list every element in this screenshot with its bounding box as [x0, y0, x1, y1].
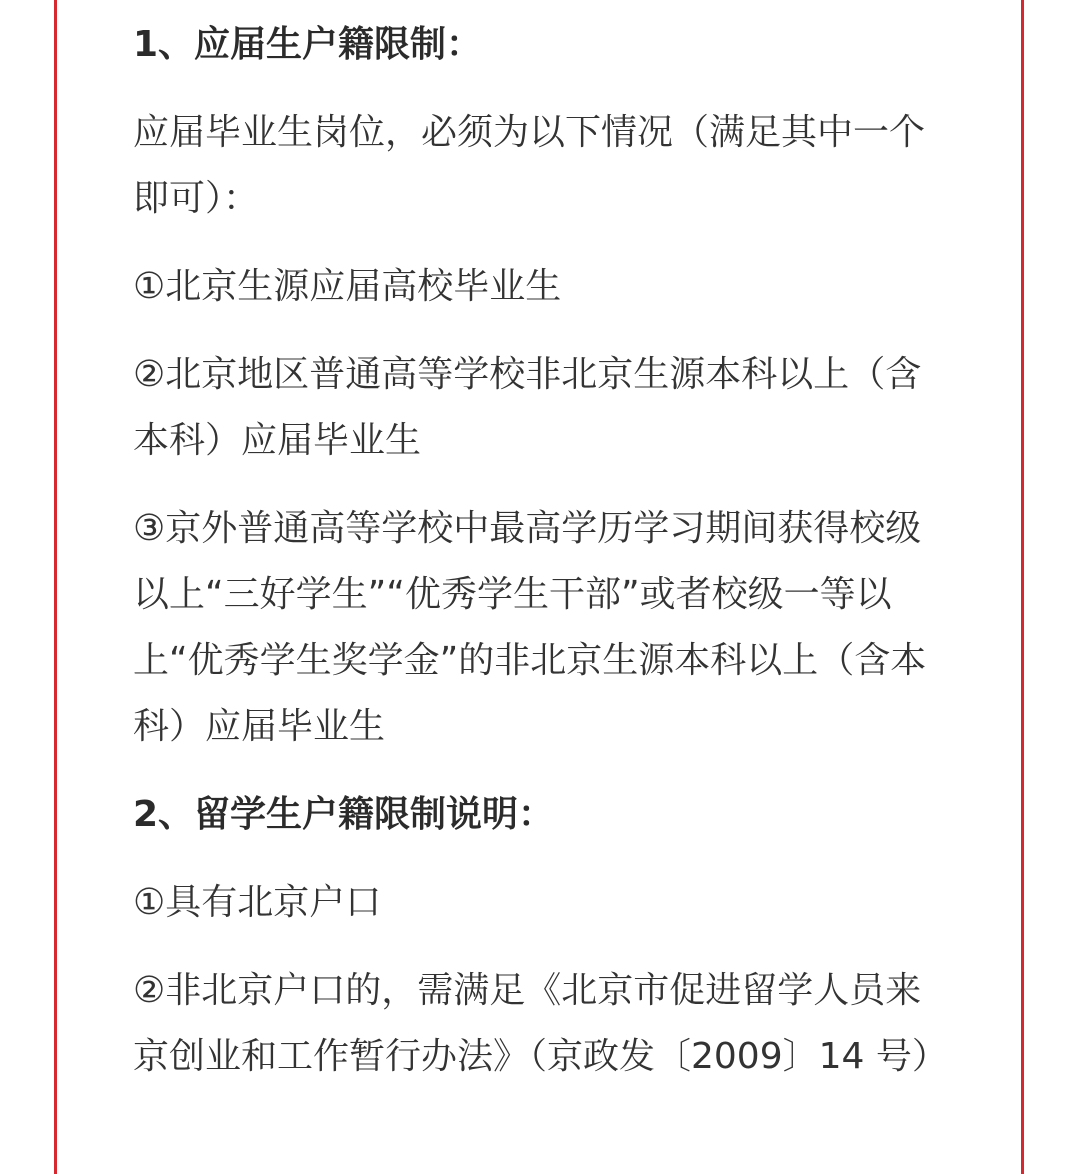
- left-border-line: [54, 0, 57, 1174]
- right-border-line: [1021, 0, 1024, 1174]
- list-item: ②非北京户口的，需满足《北京市促进留学人员来京创业和工作暂行办法》（京政发〔2009〕14 号）: [133, 970, 948, 1077]
- list-item: ②北京地区普通高等学校非北京生源本科以上（含本科）应届毕业生: [133, 354, 922, 461]
- list-item: ③京外普通高等学校中最高学历学习期间获得校级以上“三好学生”“优秀学生干部”或者校级一等以上“优秀学生奖学金”的非北京生源本科以上（含本科）应届毕业生: [133, 508, 927, 747]
- section-heading-overseas-students: 2、留学生户籍限制说明：: [133, 794, 555, 835]
- list-item: ①北京生源应届高校毕业生: [133, 266, 562, 307]
- section-intro: 应届毕业生岗位，必须为以下情况（满足其中一个即可）：: [133, 112, 926, 219]
- section-heading-fresh-graduates: 1、应届生户籍限制：: [133, 24, 483, 65]
- list-item: ①具有北京户口: [133, 882, 382, 923]
- article-content: [133, 12, 953, 1090]
